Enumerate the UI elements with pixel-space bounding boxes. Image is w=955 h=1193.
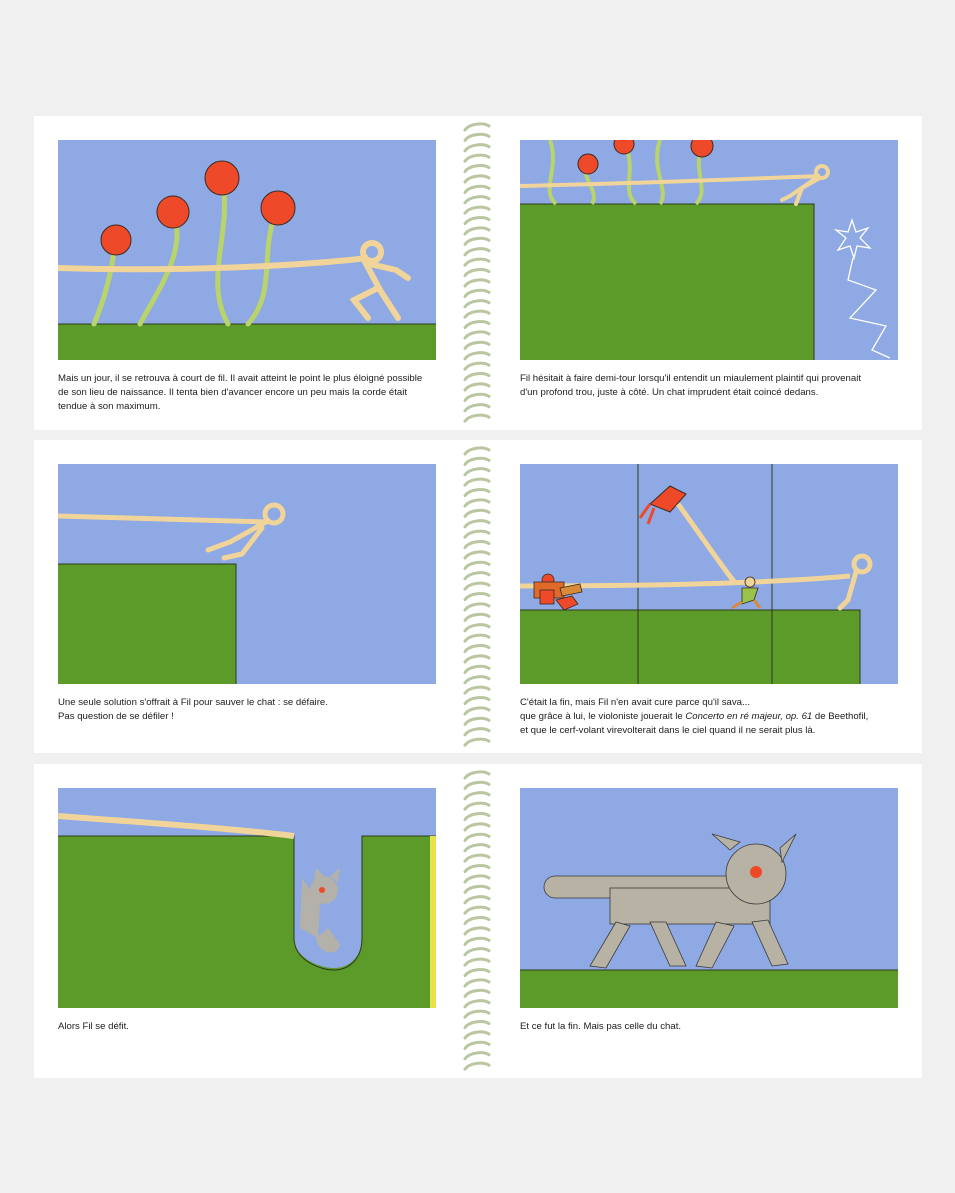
spiral-coil <box>465 803 489 809</box>
spiral-coil <box>465 687 489 693</box>
illustration-cat-freed <box>520 788 898 1008</box>
caption-line: et que le cerf-volant virevolterait dans le ciel quand il ne serait plus là. <box>520 725 816 736</box>
spiral-coil <box>465 332 489 338</box>
spiral-coil <box>465 197 489 203</box>
spiral-coil <box>465 124 489 130</box>
page-5 <box>34 764 470 1078</box>
spiral-coil <box>465 510 489 516</box>
spiral-coil <box>465 959 489 965</box>
spiral-coil <box>465 458 489 464</box>
illustration-cat-in-hole <box>58 788 436 1008</box>
spiral-coil <box>465 1053 489 1059</box>
spiral-coil <box>465 646 489 652</box>
spiral-coil <box>465 949 489 955</box>
spiral-coil <box>465 772 489 778</box>
spiral-coil <box>465 625 489 631</box>
spiral-coil <box>465 552 489 558</box>
spiral-coil <box>465 928 489 934</box>
spiral-coil <box>465 301 489 307</box>
spiral-coil <box>465 677 489 683</box>
spiral-coil <box>465 845 489 851</box>
page-2 <box>486 116 922 430</box>
spiral-coil <box>465 405 489 411</box>
page-3 <box>34 440 470 753</box>
spiral-coil <box>465 583 489 589</box>
caption-line: de son lieu de naissance. Il tenta bien d'avancer encore un peu mais la corde était <box>58 387 408 398</box>
caption-line: d'un profond trou, juste à côté. Un chat imprudent était coincé dedans. <box>520 387 819 398</box>
spiral-coil <box>465 698 489 704</box>
spiral-coil <box>465 166 489 172</box>
spiral-coils <box>455 764 499 1078</box>
spiral-coil <box>465 290 489 296</box>
spiral-coil <box>465 353 489 359</box>
spiral-coil <box>465 834 489 840</box>
spiral-coil <box>465 521 489 527</box>
page-4 <box>486 440 922 753</box>
spiral-coil <box>465 1022 489 1028</box>
illustration-kite-violinist <box>520 464 898 684</box>
spiral-coils <box>455 116 499 430</box>
spiral-coil <box>465 280 489 286</box>
spiral-coil <box>465 708 489 714</box>
spiral-coil <box>465 1001 489 1007</box>
spiral-coil <box>465 479 489 485</box>
spiral-coil <box>465 542 489 548</box>
caption-line: Une seule solution s'offrait à Fil pour sauver le chat : se défaire. <box>58 697 328 708</box>
caption-line: Fil hésitait à faire demi-tour lorsqu'il entendit un miaulement plaintif qui provenait <box>520 373 861 384</box>
spiral-coil <box>465 1032 489 1038</box>
spiral-coil <box>465 155 489 161</box>
spiral-coil <box>465 938 489 944</box>
spiral-coil <box>465 782 489 788</box>
page-6 <box>486 764 922 1078</box>
spiral-coil <box>465 415 489 421</box>
spiral-coil <box>465 384 489 390</box>
spiral-coil <box>465 207 489 213</box>
spiral-coil <box>465 469 489 475</box>
spiral-coil <box>465 218 489 224</box>
spiral-coil <box>465 739 489 745</box>
caption-text: de Beethofil, <box>812 711 869 722</box>
spiral-coils <box>455 440 499 753</box>
spiral-coil <box>465 886 489 892</box>
spiral-coil <box>465 311 489 317</box>
spiral-coil <box>465 594 489 600</box>
spiral-coil <box>465 363 489 369</box>
spiral-coil <box>465 186 489 192</box>
spiral-coil <box>465 718 489 724</box>
spiral-coil <box>465 562 489 568</box>
spiral-coil <box>465 249 489 255</box>
caption-line: Alors Fil se défit. <box>58 1021 129 1032</box>
caption-page-4 <box>520 696 905 738</box>
spiral-coil <box>465 1063 489 1069</box>
spiral-coil <box>465 604 489 610</box>
caption-text: que grâce à lui, le violoniste jouerait le <box>520 711 686 722</box>
spiral-coil <box>465 614 489 620</box>
spiral-coil <box>465 814 489 820</box>
caption-line: tendue à son maximum. <box>58 401 161 412</box>
spiral-coil <box>465 1042 489 1048</box>
caption-line: Pas question de se défiler ! <box>58 711 174 722</box>
spiral-coil <box>465 238 489 244</box>
spiral-coil <box>465 656 489 662</box>
spiral-coil <box>465 228 489 234</box>
caption-page-3 <box>58 696 443 724</box>
caption-page-2 <box>520 372 905 400</box>
spiral-coil <box>465 500 489 506</box>
spiral-binding-1 <box>455 116 499 430</box>
spiral-coil <box>465 259 489 265</box>
illustration-cliff <box>58 464 436 684</box>
spiral-coil <box>465 918 489 924</box>
spiral-coil <box>465 855 489 861</box>
caption-line: Et ce fut la fin. Mais pas celle du chat. <box>520 1021 682 1032</box>
spiral-coil <box>465 270 489 276</box>
spiral-coil <box>465 1011 489 1017</box>
spiral-coil <box>465 531 489 537</box>
caption-line: C'était la fin, mais Fil n'en avait cure parce qu'il sava... <box>520 697 750 708</box>
spiral-coil <box>465 824 489 830</box>
spiral-coil <box>465 342 489 348</box>
page-1 <box>34 116 470 430</box>
spiral-coil <box>465 666 489 672</box>
concerto-title: Concerto en ré majeur, op. 61 <box>685 711 813 722</box>
spiral-coil <box>465 374 489 380</box>
spiral-coil <box>465 176 489 182</box>
spiral-coil <box>465 876 489 882</box>
spiral-coil <box>465 490 489 496</box>
caption-line: Mais un jour, il se retrouva à court de fil. Il avait atteint le point le plus éloigné possible <box>58 373 423 384</box>
spiral-coil <box>465 793 489 799</box>
illustration-hole-edge <box>520 140 898 360</box>
caption-line <box>520 710 905 724</box>
spiral-coil <box>465 145 489 151</box>
spiral-coil <box>465 729 489 735</box>
spiral-coil <box>465 866 489 872</box>
spiral-coil <box>465 980 489 986</box>
spiral-coil <box>465 322 489 328</box>
spiral-coil <box>465 970 489 976</box>
spiral-coil <box>465 907 489 913</box>
illustration-flowers <box>58 140 436 360</box>
spiral-coil <box>465 134 489 140</box>
spiral-coil <box>465 394 489 400</box>
spiral-coil <box>465 448 489 454</box>
spiral-binding-2 <box>455 440 499 753</box>
spiral-coil <box>465 635 489 641</box>
caption-page-6 <box>520 1020 905 1034</box>
spiral-coil <box>465 990 489 996</box>
caption-page-5 <box>58 1020 443 1034</box>
caption-page-1 <box>58 372 443 414</box>
spiral-coil <box>465 897 489 903</box>
spiral-coil <box>465 573 489 579</box>
spiral-binding-3 <box>455 764 499 1078</box>
